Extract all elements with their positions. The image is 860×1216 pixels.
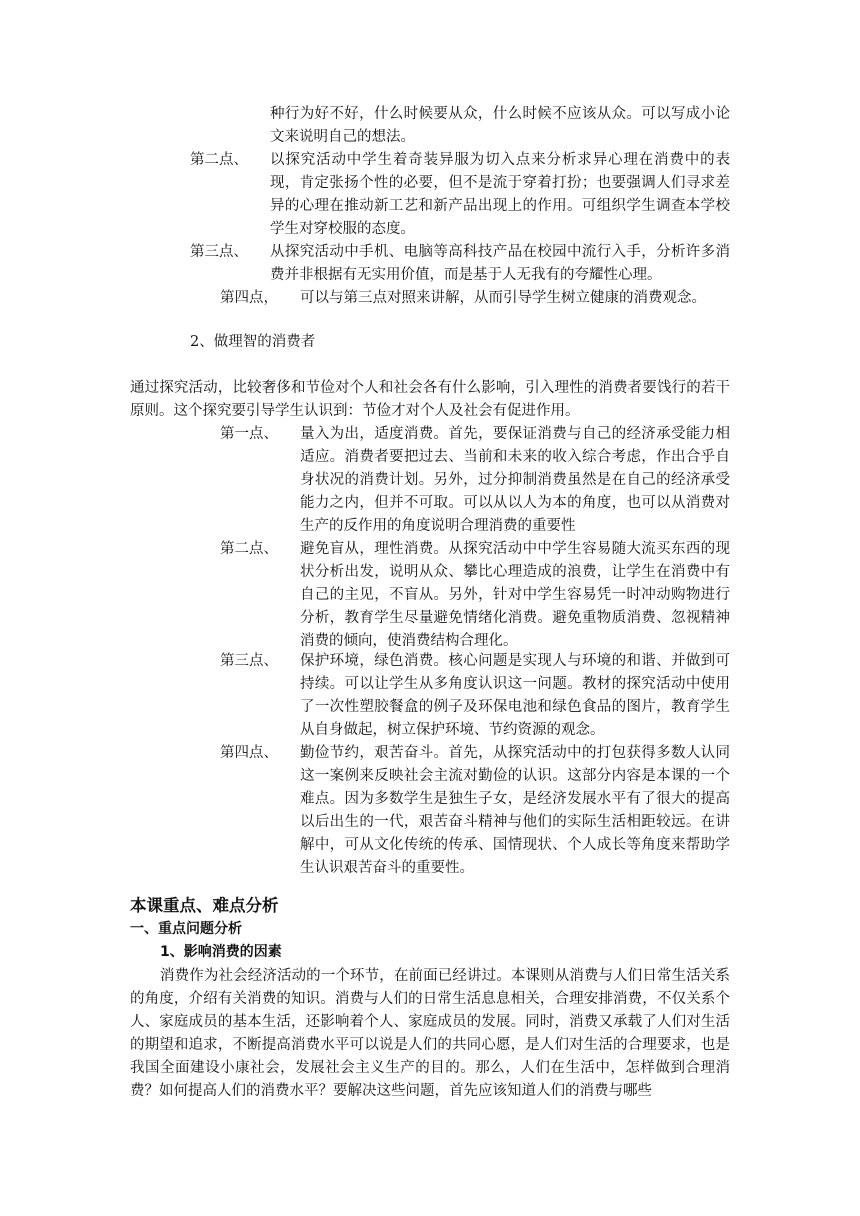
list-item xyxy=(190,149,730,241)
list-item xyxy=(220,423,730,538)
item-text: 以探究活动中学生着奇装异服为切入点来分析求异心理在消费中的表现，肯定张扬个性的必要，但不是流于穿着打扮；也要强调人们寻求差异的心理在推动新工艺和新产品出现上的作用。可组织学生调查本学校学生对穿校服的态度。 xyxy=(270,152,730,237)
item-label: 第一点、 xyxy=(220,426,278,442)
item-continuation-text: 种行为好不好，什么时候要从众，什么时候不应该从众。可以写成小论文来说明自己的想法。 xyxy=(270,106,730,145)
item-text: 量入为出，适度消费。首先，要保证消费与自己的经济承受能力相适应。消费者要把过去、当前和未来的收入综合考虑，作出合乎自身状况的消费计划。另外，过分抑制消费虽然是在自己的经济承受能力之内，但并不可取。可以从以人为本的角度，也可以从消费对生产的反作用的角度说明合理消费的重要性 xyxy=(300,426,730,534)
list-item xyxy=(220,650,730,742)
topic-heading: 1、影响消费的因素 xyxy=(160,944,282,960)
list-item xyxy=(220,742,730,880)
item-label: 第三点、 xyxy=(190,244,248,260)
section-heading: 2、做理智的消费者 xyxy=(190,334,316,350)
list-item xyxy=(220,538,730,653)
item-label: 第四点， xyxy=(220,290,278,306)
list-item xyxy=(220,287,740,310)
item-text: 避免盲从，理性消费。从探究活动中中学生容易随大流买东西的现状分析出发，说明从众、攀比心理造成的浪费，让学生在消费中有自己的主见，不盲从。另外，针对中学生容易凭一时冲动购物进行分析，教育学生尽量避免情绪化消费。避免重物质消费、忽视精神消费的倾向，使消费结构合理化。 xyxy=(300,541,730,649)
body-paragraph: 消费作为社会经济活动的一个环节，在前面已经讲过。本课则从消费与人们日常生活关系的角度，介绍有关消费的知识。消费与人们的日常生活息息相关，合理安排消费，不仅关系个人、家庭成员的基本生活，还影响着个人、家庭成员的发展。同时，消费又承载了人们对生活的期望和追求，不断提高消费水平可以说是人们的共同心愿，是人们对生活的合理要求，也是我国全面建设小康社会，发展社会主义生产的目的。那么，人们在生活中，怎样做到合理消费？如何提高人们的消费水平？要解决这些问题，首先应该知道人们的消费与哪些 xyxy=(130,968,730,1099)
item-label: 第二点、 xyxy=(220,541,278,557)
section-subtitle: 一、重点问题分析 xyxy=(130,921,242,937)
item-label: 第三点、 xyxy=(220,653,278,669)
item-text: 勤俭节约，艰苦奋斗。首先，从探究活动中的打包获得多数人认同这一案例来反映社会主流对勤俭的认识。这部分内容是本课的一个难点。因为多数学生是独生子女，是经济发展水平有了很大的提高以后出生的一代，艰苦奋斗精神与他们的实际生活相距较远。在讲解中，可从文化传统的传承、国情现状、个人成长等角度来帮助学生认识艰苦奋斗的重要性。 xyxy=(300,745,730,876)
list-item xyxy=(190,241,730,287)
item-text: 从探究活动中手机、电脑等高科技产品在校园中流行入手，分析许多消费并非根据有无实用价值，而是基于人无我有的夸耀性心理。 xyxy=(270,244,730,283)
item-text: 保护环境，绿色消费。核心问题是实现人与环境的和谐、并做到可持续。可以让学生从多角度认识这一问题。教材的探究活动中使用了一次性塑胶餐盒的例子及环保电池和绿色食品的图片，教育学生从自身做起，树立保护环境、节约资源的观念。 xyxy=(300,653,730,738)
section-title: 本课重点、难点分析 xyxy=(130,896,279,915)
item-label: 第四点、 xyxy=(220,745,278,761)
section-intro: 通过探究活动，比较奢侈和节俭对个人和社会各有什么影响，引入理性的消费者要饯行的若干原则。这个探究要引导学生认识到：节俭才对个人及社会有促进作用。 xyxy=(130,380,730,419)
item-text: 可以与第三点对照来讲解，从而引导学生树立健康的消费观念。 xyxy=(300,290,706,306)
item-label: 第二点、 xyxy=(190,152,248,168)
